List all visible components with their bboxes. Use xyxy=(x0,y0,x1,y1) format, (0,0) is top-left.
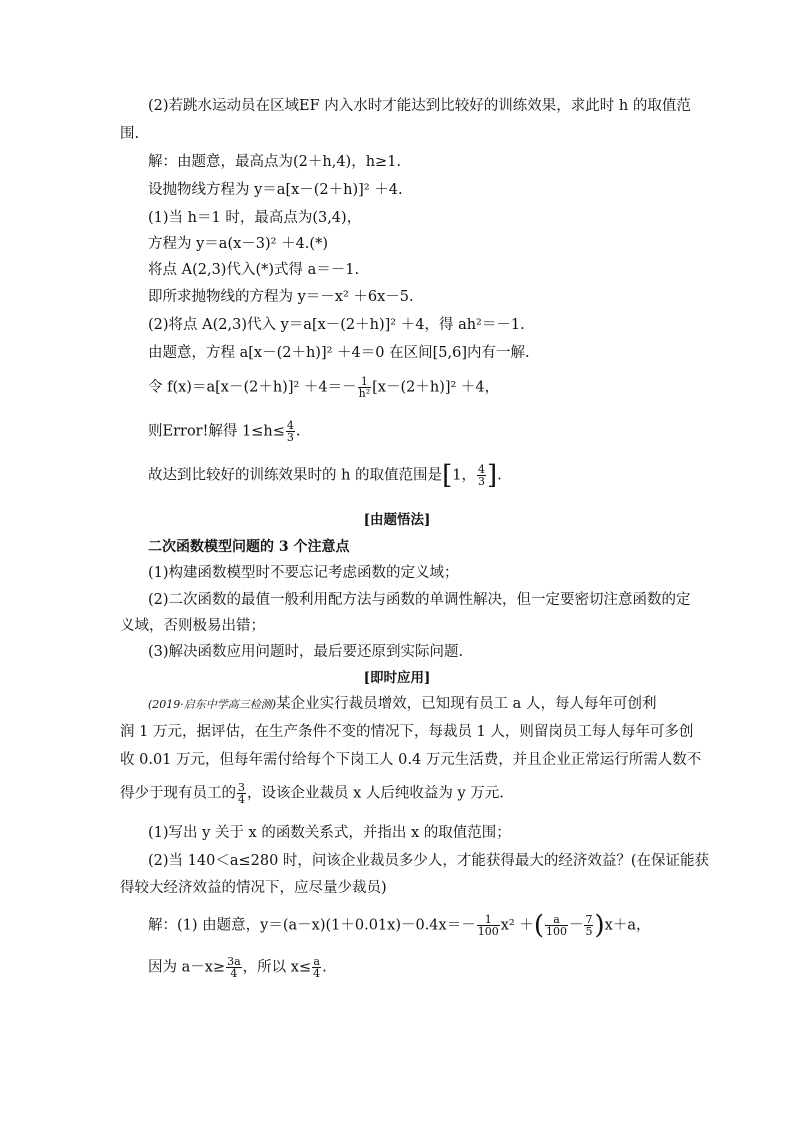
solution-line-8: 由题意，方程 a[x－(2＋h)]² ＋4＝0 在区间[5,6]内有一解. xyxy=(148,345,530,361)
solution-line-6: 即所求抛物线的方程为 y＝－x² ＋6x－5. xyxy=(148,289,414,305)
fraction-denominator: 100 xyxy=(545,925,567,938)
fraction xyxy=(477,464,486,487)
fraction-denominator: 4 xyxy=(313,967,321,980)
fraction-numerator: 3 xyxy=(238,781,245,794)
app1-text: 某企业实行裁员增效，已知现有员工 a 人，每人每年可创利 xyxy=(276,696,657,712)
source-label: (2019·启东中学高三检测) xyxy=(148,698,277,711)
ans1-text-a: 解：(1) 由题意，y＝(a－x)(1＋0.01x)－0.4x＝－ xyxy=(148,917,476,934)
solution-line-7: (2)将点 A(2,3)代入 y＝a[x－(2＋h)]² ＋4，得 ah²＝－1. xyxy=(148,317,525,333)
note-2-line-2: 义域，否则极易出错； xyxy=(120,618,265,634)
fraction-denominator: 4 xyxy=(230,967,238,980)
solution-line-9 xyxy=(148,376,698,399)
fraction xyxy=(584,914,593,937)
application-line-4 xyxy=(120,782,698,805)
fraction xyxy=(545,914,568,937)
question-2-line-2: 围. xyxy=(120,126,140,142)
interval-start: 1， xyxy=(452,467,476,484)
solution-line-10 xyxy=(148,420,698,443)
application-line-2: 润 1 万元，据评估，在生产条件不变的情况下，每裁员 1 人，则留岗员工每人每年可多创 xyxy=(120,724,694,740)
fraction-numerator: a xyxy=(545,914,568,926)
ans2-text-b: ，所以 x≤ xyxy=(242,959,312,976)
fraction-denominator: 5 xyxy=(585,925,593,938)
fraction xyxy=(312,956,321,979)
sol11-text-b: . xyxy=(497,467,502,484)
app4-text-b: ，设该企业裁员 x 人后纯收益为 y 万元. xyxy=(247,785,504,802)
answer-line-2 xyxy=(148,956,698,979)
answer-line-1 xyxy=(148,910,698,941)
left-paren: ( xyxy=(533,910,544,941)
fraction xyxy=(226,956,242,979)
fraction-denominator: 4 xyxy=(238,793,245,806)
sol9-text-b: [x－(2＋h)]² ＋4， xyxy=(372,379,500,396)
note-2-line-1: (2)二次函数的最值一般利用配方法与函数的单调性解决，但一定要密切注意函数的定 xyxy=(148,592,691,608)
question-2-line-1: (2)若跳水运动员在区域EF 内入水时才能达到比较好的训练效果，求此时 h 的取值范 xyxy=(148,98,691,114)
fraction xyxy=(358,376,372,399)
section-heading-method: [由题悟法] xyxy=(363,512,431,528)
app4-text-a: 得少于现有员工的 xyxy=(120,785,236,802)
fraction xyxy=(286,420,295,443)
ans1-text-c: x＋a， xyxy=(604,917,651,934)
fraction-numerator: 1 xyxy=(358,376,372,388)
question-1: (1)写出 y 关于 x 的函数关系式，并指出 x 的取值范围； xyxy=(148,825,511,841)
notes-title: 二次函数模型问题的 3 个注意点 xyxy=(148,539,350,555)
note-1: (1)构建函数模型时不要忘记考虑函数的定义域； xyxy=(148,565,459,581)
application-line-3: 收 0.01 万元，但每年需付给每个下岗工人 0.4 万元生活费，并且企业正常运行所需人数不 xyxy=(120,752,702,768)
fraction-denominator: h² xyxy=(358,387,371,400)
solution-line-2: 设抛物线方程为 y＝a[x－(2＋h)]² ＋4. xyxy=(148,182,403,198)
note-3: (3)解决函数应用问题时，最后要还原到实际问题. xyxy=(148,644,464,660)
solution-line-4: 方程为 y＝a(x－3)² ＋4.(*) xyxy=(148,236,328,252)
fraction-denominator: 3 xyxy=(477,475,485,488)
fraction-denominator: 100 xyxy=(477,925,499,938)
solution-line-5: 将点 A(2,3)代入(*)式得 a＝－1. xyxy=(148,262,360,278)
ans2-text-c: . xyxy=(322,959,327,976)
fraction-numerator: 4 xyxy=(477,463,485,476)
sol11-text-a: 故达到比较好的训练效果时的 h 的取值范围是 xyxy=(148,467,443,484)
left-bracket: [ xyxy=(442,460,453,491)
fraction-numerator: 7 xyxy=(585,913,593,926)
right-paren: ) xyxy=(594,910,605,941)
sol10-text-a: 则Error!解得 1≤h≤ xyxy=(148,423,285,440)
fraction xyxy=(237,782,246,805)
ans2-text-a: 因为 a－x≥ xyxy=(148,959,226,976)
fraction xyxy=(477,914,500,937)
application-line-1 xyxy=(148,694,698,715)
sol9-text-a: 令 f(x)＝a[x－(2＋h)]² ＋4＝－ xyxy=(148,379,357,396)
minus-sign: － xyxy=(568,917,584,934)
question-2b-line-1: (2)当 140＜a≤280 时，问该企业裁员多少人，才能获得最大的经济效益？(在保证能获 xyxy=(148,853,710,869)
right-bracket: ] xyxy=(486,460,498,491)
section-heading-application: [即时应用] xyxy=(363,670,431,686)
fraction-numerator: a xyxy=(313,955,320,968)
question-2b-line-2: 得较大经济效益的情况下，应尽量少裁员) xyxy=(120,880,387,896)
fraction-numerator: 4 xyxy=(286,419,294,432)
sol10-text-b: . xyxy=(295,423,301,440)
fraction-numerator: 3a xyxy=(227,955,241,968)
solution-line-1: 解：由题意，最高点为(2＋h,4)，h≥1. xyxy=(148,154,402,170)
solution-line-3: (1)当 h＝1 时，最高点为(3,4)， xyxy=(148,210,362,226)
ans1-text-b: x² ＋ xyxy=(500,917,534,934)
fraction-numerator: 1 xyxy=(477,914,500,926)
fraction-denominator: 3 xyxy=(286,431,294,444)
solution-line-11 xyxy=(148,460,698,491)
